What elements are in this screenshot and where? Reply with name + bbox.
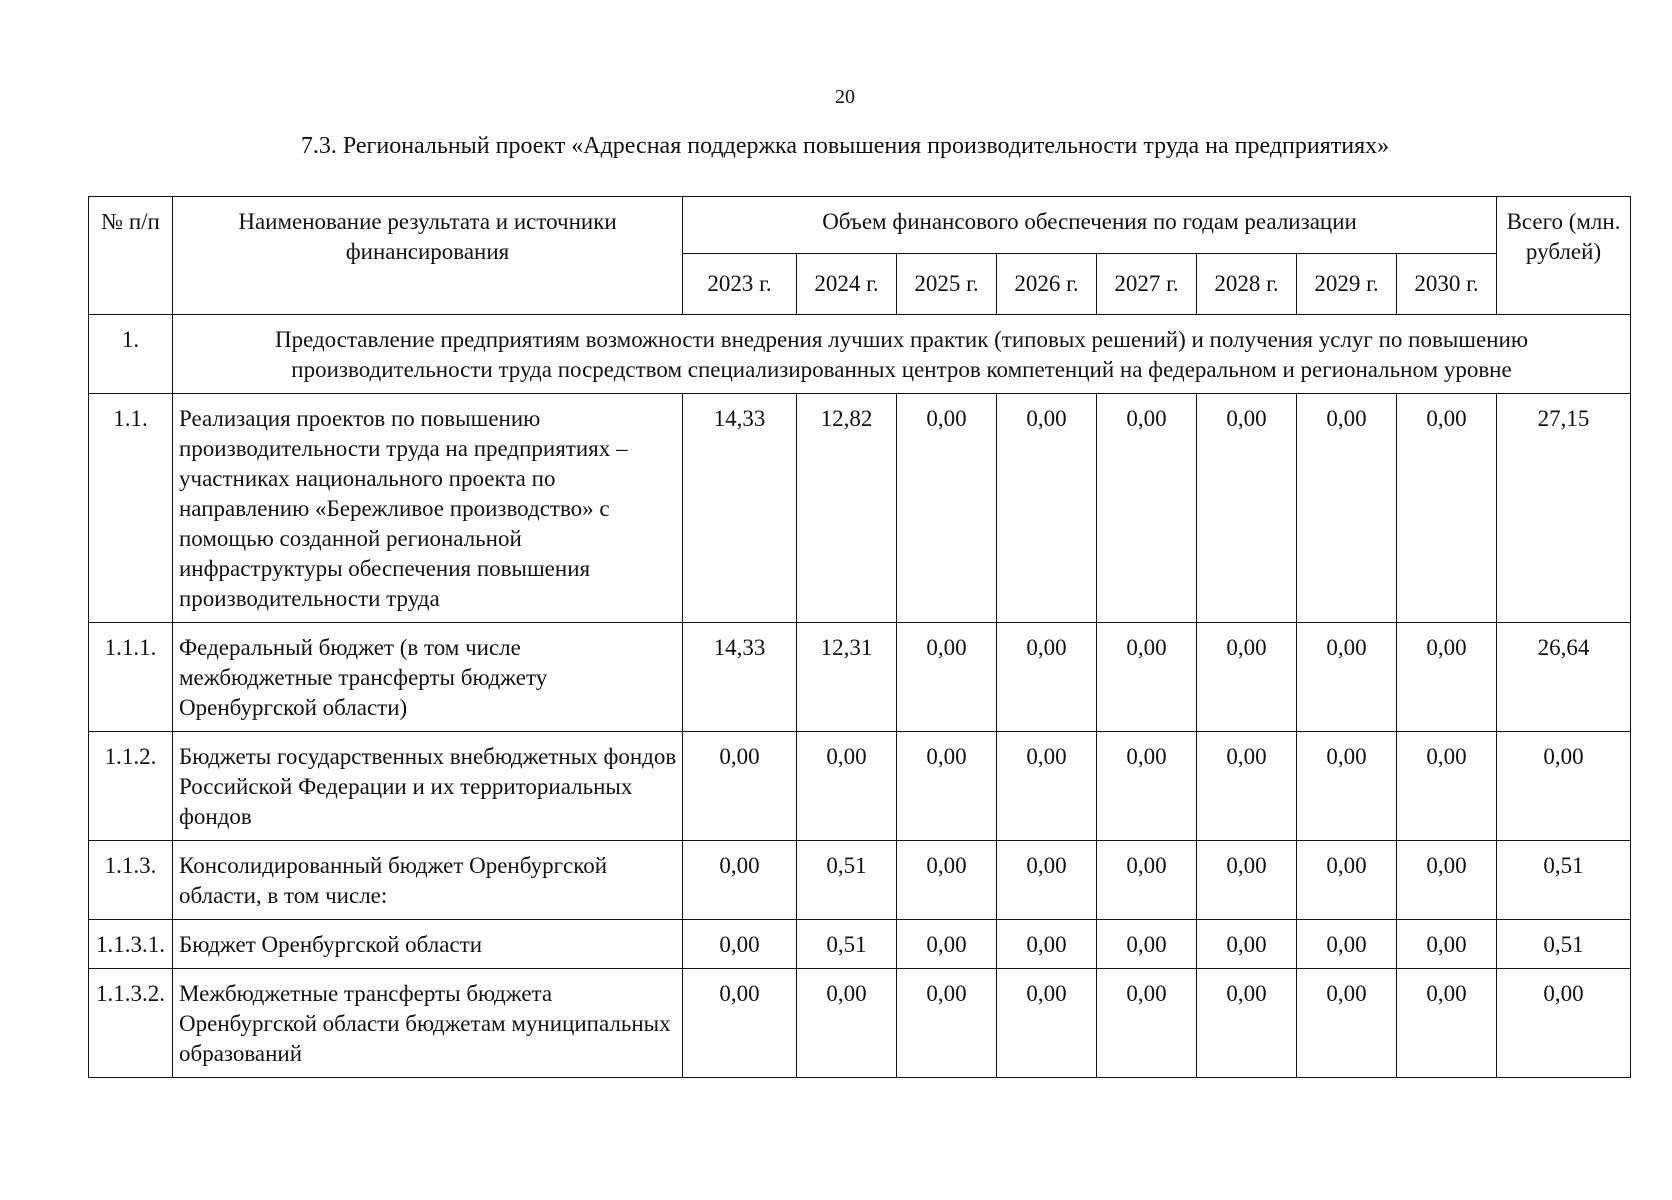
row-value: 0,00 (683, 920, 797, 969)
row-value: 0,00 (1397, 920, 1497, 969)
row-value: 0,00 (1197, 732, 1297, 841)
row-value: 0,00 (897, 394, 997, 623)
row-value: 0,00 (1297, 841, 1397, 920)
row-name: Консолидированный бюджет Оренбургской области, в том числе: (173, 841, 683, 920)
header-num: № п/п (89, 197, 173, 315)
row-value: 12,82 (797, 394, 897, 623)
row-name: Бюджет Оренбургской области (173, 920, 683, 969)
header-name: Наименование результата и источники финансирования (173, 197, 683, 315)
header-total: Всего (млн. рублей) (1497, 197, 1631, 315)
row-value: 0,00 (997, 841, 1097, 920)
row-value: 0,00 (1097, 394, 1197, 623)
row-value: 0,00 (1297, 623, 1397, 732)
table-row (89, 394, 1631, 623)
section-title: Предоставление предприятиям возможности внедрения лучших практик (типовых решений) и получения услуг по повышению производительности труда посредством специализированных центров компетенций на федеральном и региональном уровне (173, 315, 1631, 394)
table-row (89, 732, 1631, 841)
row-value: 0,00 (997, 623, 1097, 732)
row-value: 0,00 (1297, 920, 1397, 969)
row-value: 0,00 (997, 920, 1097, 969)
row-name: Реализация проектов по повышению производительности труда на предприятиях – участниках национального проекта по направлению «Бережливое производство» с помощью созданной региональной инфраструктуры обеспечения повышения производительности труда (173, 394, 683, 623)
row-number: 1.1.1. (89, 623, 173, 732)
header-year: 2023 г. (683, 254, 797, 315)
row-value: 0,00 (1097, 920, 1197, 969)
row-total: 0,00 (1497, 969, 1631, 1078)
row-name: Межбюджетные трансферты бюджета Оренбургской области бюджетам муниципальных образований (173, 969, 683, 1078)
row-value: 0,00 (1297, 394, 1397, 623)
row-value: 0,00 (897, 969, 997, 1078)
header-year: 2029 г. (1297, 254, 1397, 315)
row-name: Федеральный бюджет (в том числе межбюджетные трансферты бюджету Оренбургской области) (173, 623, 683, 732)
header-year: 2026 г. (997, 254, 1097, 315)
row-value: 14,33 (683, 623, 797, 732)
row-value: 0,00 (897, 623, 997, 732)
financing-table (88, 196, 1631, 1078)
row-number: 1.1.3. (89, 841, 173, 920)
section-row (89, 315, 1631, 394)
row-value: 0,00 (1097, 841, 1197, 920)
row-value: 0,00 (1397, 841, 1497, 920)
row-value: 0,51 (797, 841, 897, 920)
row-total: 0,51 (1497, 920, 1631, 969)
row-total: 0,00 (1497, 732, 1631, 841)
row-value: 0,00 (1197, 920, 1297, 969)
row-value: 0,00 (683, 732, 797, 841)
row-value: 0,00 (1297, 969, 1397, 1078)
row-total: 26,64 (1497, 623, 1631, 732)
row-value: 0,00 (1397, 623, 1497, 732)
row-value: 0,00 (1297, 732, 1397, 841)
row-name: Бюджеты государственных внебюджетных фондов Российской Федерации и их территориальных фондов (173, 732, 683, 841)
header-year: 2030 г. (1397, 254, 1497, 315)
row-value: 0,00 (897, 841, 997, 920)
row-value: 0,00 (1397, 969, 1497, 1078)
row-number: 1.1. (89, 394, 173, 623)
header-year: 2024 г. (797, 254, 897, 315)
row-value: 0,51 (797, 920, 897, 969)
row-number: 1.1.2. (89, 732, 173, 841)
row-value: 0,00 (1197, 841, 1297, 920)
row-total: 0,51 (1497, 841, 1631, 920)
row-total: 27,15 (1497, 394, 1631, 623)
row-value: 14,33 (683, 394, 797, 623)
table-row (89, 841, 1631, 920)
row-value: 0,00 (1197, 969, 1297, 1078)
header-year: 2028 г. (1197, 254, 1297, 315)
row-value: 0,00 (1097, 732, 1197, 841)
row-value: 0,00 (1397, 394, 1497, 623)
row-value: 0,00 (797, 969, 897, 1078)
row-value: 0,00 (1097, 623, 1197, 732)
header-volume: Объем финансового обеспечения по годам реализации (683, 197, 1497, 254)
row-number: 1.1.3.2. (89, 969, 173, 1078)
row-value: 0,00 (997, 969, 1097, 1078)
row-value: 0,00 (797, 732, 897, 841)
row-value: 0,00 (997, 732, 1097, 841)
row-number: 1.1.3.1. (89, 920, 173, 969)
row-value: 0,00 (683, 841, 797, 920)
row-value: 0,00 (1097, 969, 1197, 1078)
table-row (89, 920, 1631, 969)
page-number: 20 (835, 86, 855, 108)
row-value: 0,00 (897, 920, 997, 969)
header-year: 2027 г. (1097, 254, 1197, 315)
row-value: 0,00 (1397, 732, 1497, 841)
row-value: 0,00 (997, 394, 1097, 623)
row-value: 0,00 (1197, 623, 1297, 732)
document-title: 7.3. Региональный проект «Адресная поддержка повышения производительности труда на предприятиях» (300, 133, 1390, 159)
row-value: 0,00 (1197, 394, 1297, 623)
table-row (89, 623, 1631, 732)
row-value: 12,31 (797, 623, 897, 732)
row-value: 0,00 (683, 969, 797, 1078)
table-row (89, 969, 1631, 1078)
row-number: 1. (89, 315, 173, 394)
row-value: 0,00 (897, 732, 997, 841)
header-year: 2025 г. (897, 254, 997, 315)
